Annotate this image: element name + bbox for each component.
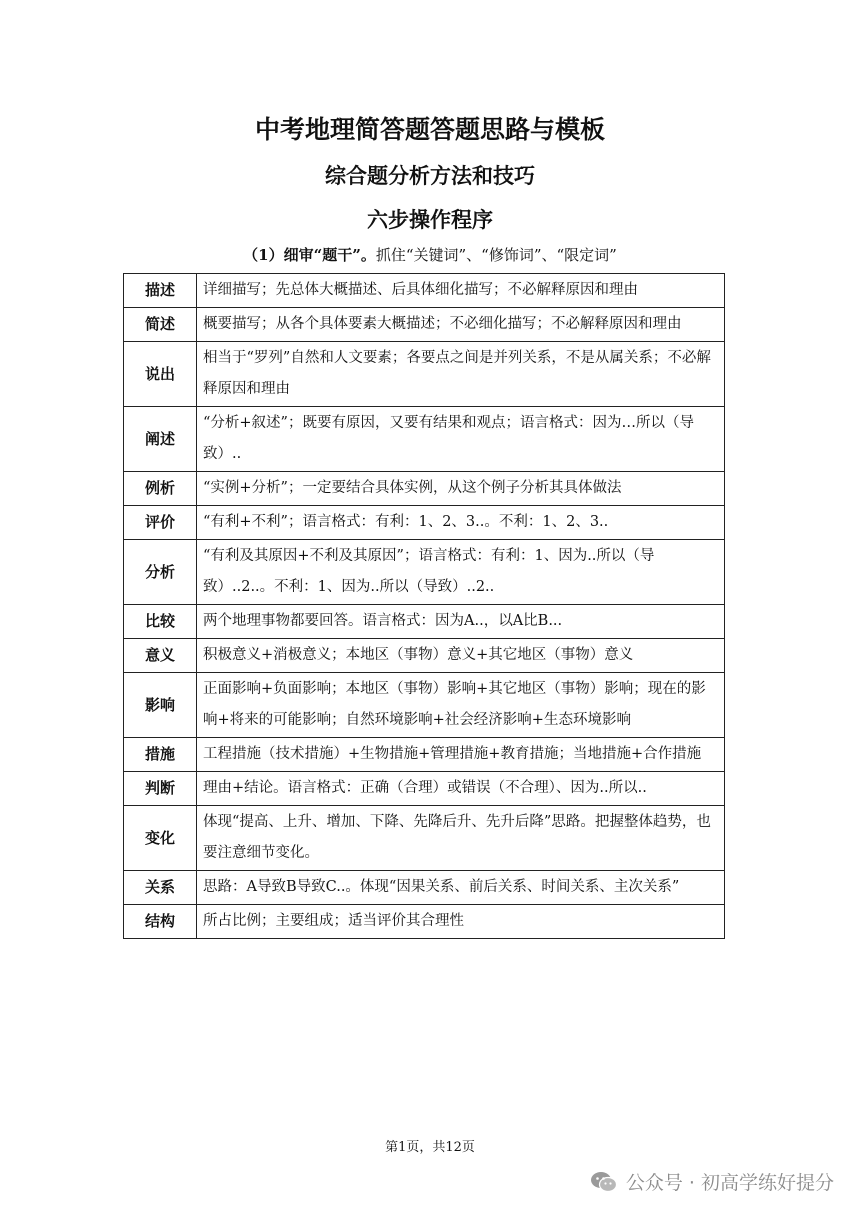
table-row bbox=[124, 472, 725, 506]
term-cell: 评价 bbox=[124, 506, 197, 540]
table-row bbox=[124, 639, 725, 673]
term-cell: 结构 bbox=[124, 905, 197, 939]
description-cell: 两个地理事物都要回答。语言格式：因为A..，以A比B... bbox=[197, 605, 725, 639]
term-cell: 简述 bbox=[124, 308, 197, 342]
description-cell: 相当于“罗列”自然和人文要素；各要点之间是并列关系，不是从属关系；不必解释原因和理由 bbox=[197, 342, 725, 407]
wechat-icon bbox=[590, 1171, 618, 1193]
table-row bbox=[124, 274, 725, 308]
description-cell: 正面影响+负面影响；本地区（事物）影响+其它地区（事物）影响；现在的影响+将来的可能影响；自然环境影响+社会经济影响+生态环境影响 bbox=[197, 673, 725, 738]
table-row bbox=[124, 605, 725, 639]
description-cell: 思路：A导致B导致C..。体现“因果关系、前后关系、时间关系、主次关系” bbox=[197, 871, 725, 905]
table-row bbox=[124, 308, 725, 342]
table-row bbox=[124, 738, 725, 772]
term-cell: 措施 bbox=[124, 738, 197, 772]
term-cell: 描述 bbox=[124, 274, 197, 308]
table-row bbox=[124, 772, 725, 806]
table-row bbox=[124, 342, 725, 407]
term-cell: 意义 bbox=[124, 639, 197, 673]
table-row bbox=[124, 506, 725, 540]
term-cell: 例析 bbox=[124, 472, 197, 506]
table-row bbox=[124, 905, 725, 939]
intro-prefix: （1）细审“题干”。 bbox=[243, 246, 376, 264]
description-cell: 理由+结论。语言格式：正确（合理）或错误（不合理）、因为..所以.. bbox=[197, 772, 725, 806]
description-cell: 概要描写；从各个具体要素大概描述；不必细化描写；不必解释原因和理由 bbox=[197, 308, 725, 342]
term-cell: 影响 bbox=[124, 673, 197, 738]
description-cell: “有利+不利”；语言格式：有利：1、2、3..。不利：1、2、3.. bbox=[197, 506, 725, 540]
term-cell: 阐述 bbox=[124, 407, 197, 472]
document-subtitle: 综合题分析方法和技巧 bbox=[325, 163, 535, 188]
terms-table bbox=[123, 273, 725, 939]
term-cell: 判断 bbox=[124, 772, 197, 806]
watermark bbox=[590, 1168, 834, 1195]
table-row bbox=[124, 871, 725, 905]
term-cell: 关系 bbox=[124, 871, 197, 905]
intro-line bbox=[0, 244, 860, 265]
table-row bbox=[124, 673, 725, 738]
term-cell: 说出 bbox=[124, 342, 197, 407]
table-row bbox=[124, 806, 725, 871]
description-cell: 积极意义+消极意义；本地区（事物）意义+其它地区（事物）意义 bbox=[197, 639, 725, 673]
term-cell: 分析 bbox=[124, 540, 197, 605]
intro-text: 抓住“关键词”、“修饰词”、“限定词” bbox=[375, 246, 617, 264]
description-cell: 详细描写；先总体大概描述、后具体细化描写；不必解释原因和理由 bbox=[197, 274, 725, 308]
description-cell: “有利及其原因+不利及其原因”；语言格式：有利：1、因为..所以（导致）..2..。不利：1、因为..所以（导致）..2.. bbox=[197, 540, 725, 605]
description-cell: “实例+分析”；一定要结合具体实例，从这个例子分析其具体做法 bbox=[197, 472, 725, 506]
description-cell: “分析+叙述”；既要有原因，又要有结果和观点；语言格式：因为…所以（导致）.. bbox=[197, 407, 725, 472]
section-title: 六步操作程序 bbox=[367, 207, 493, 232]
document-title: 中考地理简答题答题思路与模板 bbox=[254, 115, 605, 144]
table-row bbox=[124, 540, 725, 605]
description-cell: 体现“提高、上升、增加、下降、先降后升、先升后降”思路。把握整体趋势，也要注意细节变化。 bbox=[197, 806, 725, 871]
page-footer: 第1页，共12页 bbox=[385, 1140, 475, 1155]
description-cell: 工程措施（技术措施）+生物措施+管理措施+教育措施；当地措施+合作措施 bbox=[197, 738, 725, 772]
watermark-text: 公众号 · 初高学练好提分 bbox=[625, 1172, 834, 1194]
description-cell: 所占比例；主要组成；适当评价其合理性 bbox=[197, 905, 725, 939]
term-cell: 变化 bbox=[124, 806, 197, 871]
term-cell: 比较 bbox=[124, 605, 197, 639]
table-row bbox=[124, 407, 725, 472]
